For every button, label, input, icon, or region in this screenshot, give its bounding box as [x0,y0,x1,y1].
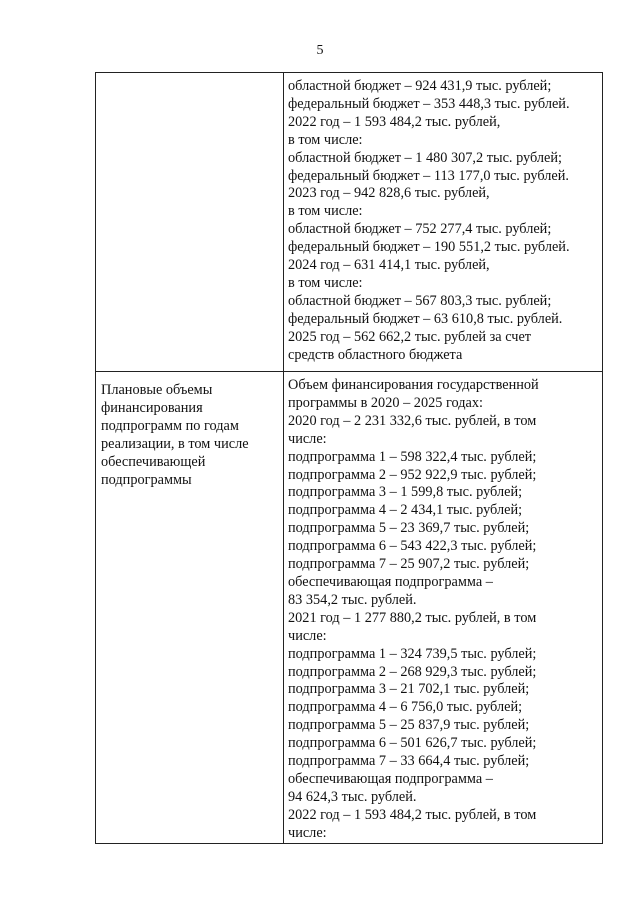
text-line: Объем финансирования государственной [288,377,539,393]
text-line: подпрограмма 6 – 501 626,7 тыс. рублей; [288,735,537,752]
text-line: 2022 год – 1 593 484,2 тыс. рублей, в том [288,806,537,823]
text-line: 2025 год – 562 662,2 тыс. рублей за счет [288,328,532,345]
text-line: 83 354,2 тыс. рублей. [288,591,417,608]
text-line: подпрограмма 6 – 543 422,3 тыс. рублей; [288,538,537,555]
text-line: в том числе: [288,203,363,220]
row2-subprogram-financing [284,372,602,843]
text-line: подпрограмма 2 – 268 929,3 тыс. рублей; [288,663,537,680]
text-line: подпрограмма 4 – 2 434,1 тыс. рублей; [288,502,523,519]
funding-table [95,72,603,844]
table-cell-left [96,73,284,372]
text-line: 2021 год – 1 277 880,2 тыс. рублей, в том [288,609,537,626]
text-line: средств областного бюджета [288,346,463,363]
text-line: числе: [288,824,327,841]
text-line: федеральный бюджет – 63 610,8 тыс. рублей. [288,310,563,327]
text-line: подпрограмма 4 – 6 756,0 тыс. рублей; [288,699,523,716]
table-cell-right [284,372,603,844]
text-line: 2020 год – 2 231 332,6 тыс. рублей, в том [288,412,537,429]
label-line: подпрограммы [101,471,192,488]
table-row [96,73,603,372]
text-line: областной бюджет – 567 803,3 тыс. рублей; [288,292,552,309]
text-line: обеспечивающая подпрограмма – [288,573,493,590]
text-line: 2024 год – 631 414,1 тыс. рублей, [288,257,490,274]
text-line: подпрограмма 1 – 598 322,4 тыс. рублей; [288,448,537,465]
text-line: подпрограмма 7 – 33 664,4 тыс. рублей; [288,753,530,770]
label-line: обеспечивающей [101,453,206,470]
text-line: федеральный бюджет – 353 448,3 тыс. рублей. [288,95,570,112]
text-line: программы в 2020 – 2025 годах: [288,394,483,411]
table-row [96,372,603,844]
table-cell-right [284,73,603,372]
table-cell-left [96,372,284,844]
label-line: финансирования [101,399,203,416]
text-line: 94 624,3 тыс. рублей. [288,788,417,805]
text-line: областной бюджет – 752 277,4 тыс. рублей; [288,221,552,238]
text-line: обеспечивающая подпрограмма – [288,770,493,787]
row2-section-label [96,372,283,489]
text-line: областной бюджет – 924 431,9 тыс. рублей; [288,78,552,94]
text-line: федеральный бюджет – 190 551,2 тыс. рублей. [288,239,570,256]
text-line: подпрограмма 3 – 21 702,1 тыс. рублей; [288,681,530,698]
text-line: областной бюджет – 1 480 307,2 тыс. рублей; [288,149,563,166]
text-line: 2023 год – 942 828,6 тыс. рублей, [288,185,490,202]
text-line: подпрограмма 5 – 25 837,9 тыс. рублей; [288,717,530,734]
label-line: подпрограмм по годам [101,417,239,434]
text-line: подпрограмма 3 – 1 599,8 тыс. рублей; [288,484,523,501]
row1-budget-breakdown [284,73,602,365]
text-line: подпрограмма 5 – 23 369,7 тыс. рублей; [288,520,530,537]
text-line: в том числе: [288,274,363,291]
label-line: Плановые объемы [101,382,213,398]
text-line: подпрограмма 1 – 324 739,5 тыс. рублей; [288,645,537,662]
page-number: 5 [316,43,324,58]
text-line: подпрограмма 2 – 952 922,9 тыс. рублей; [288,466,537,483]
text-line: числе: [288,430,327,447]
text-line: 2022 год – 1 593 484,2 тыс. рублей, [288,113,501,130]
label-line: реализации, в том числе [101,435,249,452]
text-line: в том числе: [288,131,363,148]
text-line: подпрограмма 7 – 25 907,2 тыс. рублей; [288,556,530,573]
row1-left-text [96,73,283,83]
text-line: федеральный бюджет – 113 177,0 тыс. рублей. [288,167,570,184]
text-line: числе: [288,627,327,644]
